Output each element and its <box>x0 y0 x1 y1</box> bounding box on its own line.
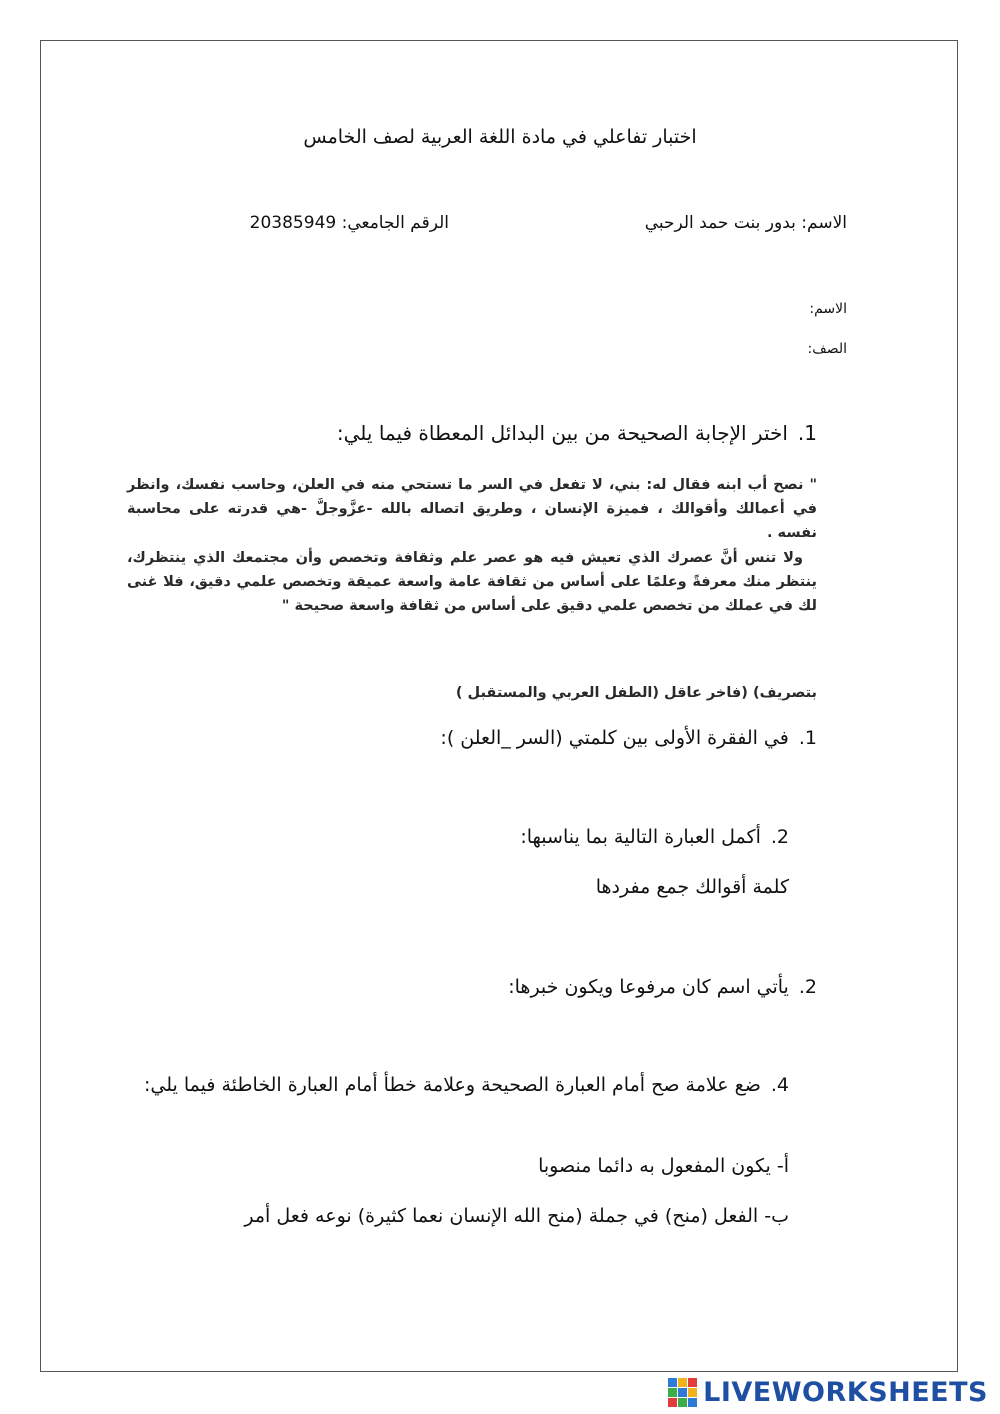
sub-question-2-text: أكمل العبارة التالية بما يناسبها: <box>520 826 761 848</box>
student-id: الرقم الجامعي: 20385949 <box>249 213 449 233</box>
worksheet-page <box>40 40 958 1372</box>
logo-square-3 <box>668 1388 677 1397</box>
logo-square-0 <box>668 1378 677 1387</box>
sub-question-1 <box>440 727 817 749</box>
question-4-number: 4. <box>770 1074 789 1096</box>
question-4-text: ضع علامة صح أمام العبارة الصحيحة وعلامة خطأ أمام العبارة الخاطئة فيما يلي: <box>144 1074 761 1096</box>
sub-question-1-number: 1. <box>798 727 817 749</box>
question-1-text: اختر الإجابة الصحيحة من بين البدائل المعطاة فيما يلي: <box>336 421 788 445</box>
question-4 <box>129 1067 789 1103</box>
question-2 <box>508 976 817 998</box>
statement-a: أ- يكون المفعول به دائما منصوبا <box>538 1155 789 1177</box>
passage-paragraph-1: " نصح أب ابنه فقال له: بني، لا تفعل في السر ما تستحي منه في العلن، وحاسب نفسك، وانظر في أعمالك وأقوالك ، فميزة الإنسان ، وطريق اتصاله بالله -عزَّوجلَّ -هي قدرته على محاسبة نفسه . <box>127 477 817 542</box>
question-1 <box>337 421 817 445</box>
sub-question-2-number: 2. <box>770 826 789 848</box>
logo-square-8 <box>688 1398 697 1407</box>
sub-question-2 <box>520 826 789 848</box>
class-field-label: الصف: <box>807 341 847 357</box>
logo-square-7 <box>678 1398 687 1407</box>
passage-paragraph-2: ولا تنس أنَّ عصرك الذي تعيش فيه هو عصر علم وثقافة وتخصص وأن مجتمعك الذي ينتظرك، ينتظر منك معرفةً وعلمًا على أساس من ثقافة عامة واسعة عميقة وتخصص علمي دقيق، فلا غنى لك في عملك من تخصص علمي دقيق على أساس من ثقافة واسعة صحيحة " <box>127 549 817 615</box>
question-2-text: يأتي اسم كان مرفوعا ويكون خبرها: <box>508 976 789 998</box>
logo-square-1 <box>678 1378 687 1387</box>
question-1-number: 1. <box>797 421 817 445</box>
logo-square-2 <box>688 1378 697 1387</box>
liveworksheets-logo[interactable] <box>668 1376 988 1408</box>
logo-square-5 <box>688 1388 697 1397</box>
completion-statement: كلمة أقوالك جمع مفردها <box>595 876 789 898</box>
student-name: الاسم: بدور بنت حمد الرحبي <box>644 213 847 233</box>
logo-square-4 <box>678 1388 687 1397</box>
passage-source: بتصريف) (فاخر عاقل (الطفل العربي والمستقبل ) <box>455 685 817 701</box>
worksheet-title: اختبار تفاعلي في مادة اللغة العربية لصف الخامس <box>303 126 697 148</box>
sub-question-1-text: في الفقرة الأولى بين كلمتي (السر _العلن ): <box>440 727 789 749</box>
name-field-label: الاسم: <box>809 301 847 317</box>
statement-b: ب- الفعل (منح) في جملة (منح الله الإنسان نعما كثيرة) نوعه فعل أمر <box>244 1205 789 1227</box>
logo-square-6 <box>668 1398 677 1407</box>
reading-passage <box>127 473 817 618</box>
logo-wordmark: LIVEWORKSHEETS <box>703 1376 988 1408</box>
question-2-number: 2. <box>798 976 817 998</box>
logo-grid-icon <box>668 1378 697 1407</box>
